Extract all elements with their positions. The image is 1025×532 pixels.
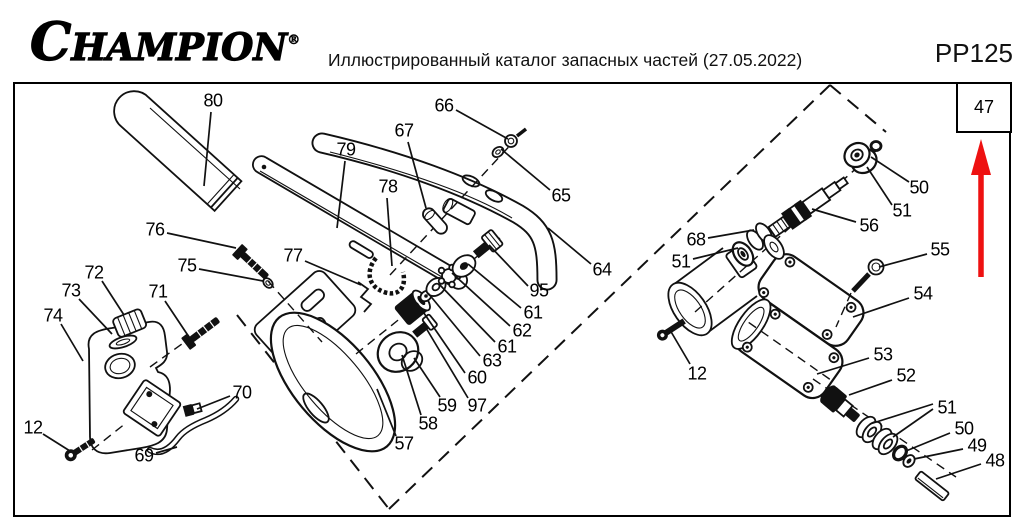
- part-callout-60: 60: [467, 367, 487, 388]
- part-callout-80: 80: [203, 90, 223, 111]
- part-77-chain-catcher: [358, 282, 371, 312]
- part-callout-62: 62: [512, 320, 532, 341]
- part-66-nut: [505, 129, 526, 147]
- part-71-screw: [181, 313, 223, 350]
- red-arrow: [971, 139, 991, 277]
- part-50-bearing-top: [840, 138, 881, 178]
- part-callout-72: 72: [84, 262, 104, 283]
- part-65-washer: [491, 145, 506, 159]
- inset-part-box: [956, 82, 1012, 133]
- part-callout-76: 76: [145, 219, 165, 240]
- part-callout-12: 12: [23, 417, 43, 438]
- part-callout-71: 71: [148, 281, 168, 302]
- part-callout-77: 77: [283, 245, 303, 266]
- inset-part-number: 47: [973, 97, 995, 117]
- part-78-chain: [370, 258, 404, 293]
- part-callout-73: 73: [61, 280, 81, 301]
- model-number: PP125: [934, 38, 1013, 68]
- champion-logo-text: CHAMPION: [30, 12, 288, 73]
- part-callout-57: 57: [394, 433, 414, 454]
- part-51-snap-ring-top: [871, 142, 881, 151]
- part-callout-70: 70: [232, 382, 252, 403]
- part-callout-48: 48: [985, 450, 1005, 471]
- part-callout-64: 64: [592, 259, 612, 280]
- part-callout-69: 69: [134, 445, 154, 466]
- part-callout-79: 79: [336, 139, 356, 160]
- part-callout-50: 50: [954, 418, 974, 439]
- registered-mark: ®: [287, 33, 301, 48]
- part-callout-51: 51: [671, 251, 691, 272]
- part-callout-65: 65: [551, 185, 571, 206]
- part-callout-78: 78: [378, 176, 398, 197]
- part-callout-53: 53: [873, 344, 893, 365]
- part-55-screw: [853, 260, 884, 292]
- part-callout-52: 52: [896, 365, 916, 386]
- part-callout-61: 61: [523, 302, 543, 323]
- part-callout-75: 75: [177, 255, 197, 276]
- part-callout-97: 97: [467, 395, 487, 416]
- part-callout-12: 12: [687, 363, 707, 384]
- part-callout-67: 67: [394, 120, 414, 141]
- part-callout-51: 51: [892, 200, 912, 221]
- part-callout-95: 95: [529, 280, 549, 301]
- part-callout-74: 74: [43, 305, 63, 326]
- part-callout-51: 51: [937, 397, 957, 418]
- part-callout-59: 59: [437, 395, 457, 416]
- part-12-screw-right: [655, 316, 687, 342]
- part-callout-55: 55: [930, 239, 950, 260]
- part-70-fitting: [183, 402, 202, 417]
- part-callout-58: 58: [418, 413, 438, 434]
- catalog-title: Иллюстрированный каталог запасных частей (27.05.2022): [328, 50, 803, 70]
- part-callout-56: 56: [859, 215, 879, 236]
- part-callout-49: 49: [967, 435, 987, 456]
- part-callout-66: 66: [434, 95, 454, 116]
- part-callout-63: 63: [482, 350, 502, 371]
- part-callout-50: 50: [909, 177, 929, 198]
- part-95-bolt: [469, 229, 503, 261]
- part-56-shaft: [766, 172, 851, 240]
- part-callout-68: 68: [686, 229, 706, 250]
- part-callout-61: 61: [497, 336, 517, 357]
- part-callout-54: 54: [913, 283, 933, 304]
